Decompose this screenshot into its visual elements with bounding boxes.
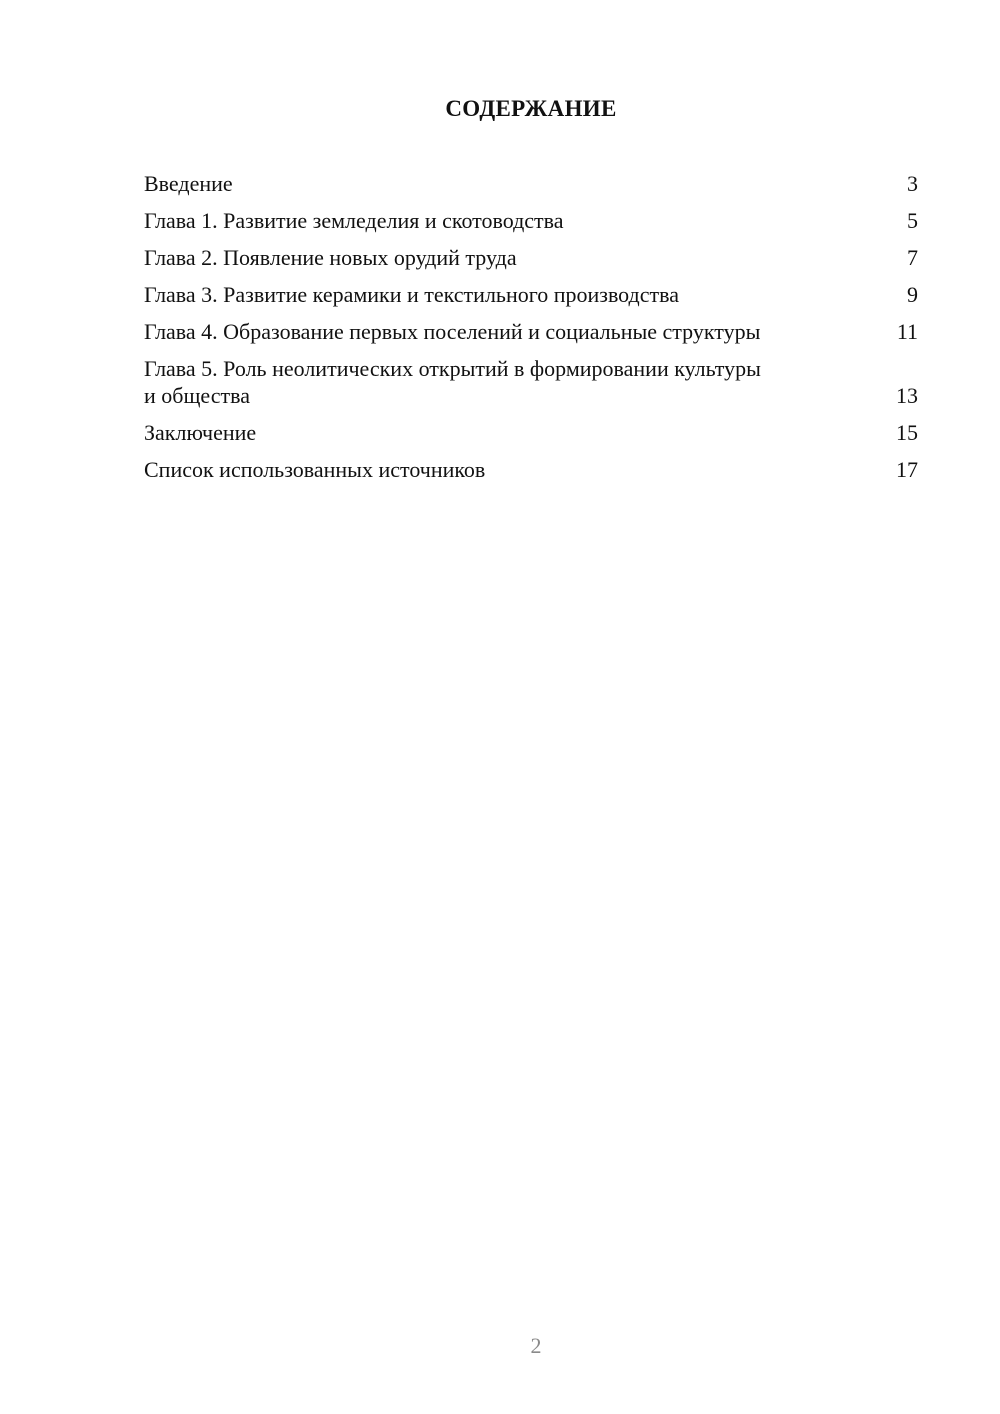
toc-entry-references xyxy=(144,456,918,483)
toc-entry-text: Глава 5. Роль неолитических открытий в формировании культуры и общества xyxy=(144,356,761,408)
toc-entry-text: Глава 3. Развитие керамики и текстильного производства xyxy=(144,282,679,307)
toc-entry-chapter-1 xyxy=(144,207,918,234)
toc-entry-page: 3 xyxy=(907,171,918,196)
toc-entry-page: 17 xyxy=(896,457,918,482)
toc-entry-text: Введение xyxy=(144,171,233,196)
toc-entry-text: Глава 1. Развитие земледелия и скотоводства xyxy=(144,208,564,233)
toc-title: СОДЕРЖАНИЕ xyxy=(445,96,617,121)
toc-entry-introduction xyxy=(144,170,918,197)
toc-entry-page: 15 xyxy=(896,420,918,445)
toc-entry-page: 7 xyxy=(907,245,918,270)
toc-entry-text: Глава 4. Образование первых поселений и социальные структуры xyxy=(144,319,761,344)
toc-entry-text: Список использованных источников xyxy=(144,457,486,482)
page-number: 2 xyxy=(530,1333,542,1358)
toc-entry-chapter-2 xyxy=(144,244,918,271)
toc-entry-text: Глава 2. Появление новых орудий труда xyxy=(144,245,517,270)
toc-entry-text: Заключение xyxy=(144,420,257,445)
toc-entry-page: 11 xyxy=(896,319,918,344)
toc-entry-chapter-3 xyxy=(144,281,918,308)
toc-entry-page: 13 xyxy=(896,383,918,408)
toc-entry-chapter-5 xyxy=(144,355,918,409)
toc-entry-conclusion xyxy=(144,419,918,446)
toc-list xyxy=(144,170,918,493)
toc-entry-page: 5 xyxy=(907,208,918,233)
toc-entry-page: 9 xyxy=(907,282,918,307)
toc-entry-chapter-4 xyxy=(144,318,918,345)
